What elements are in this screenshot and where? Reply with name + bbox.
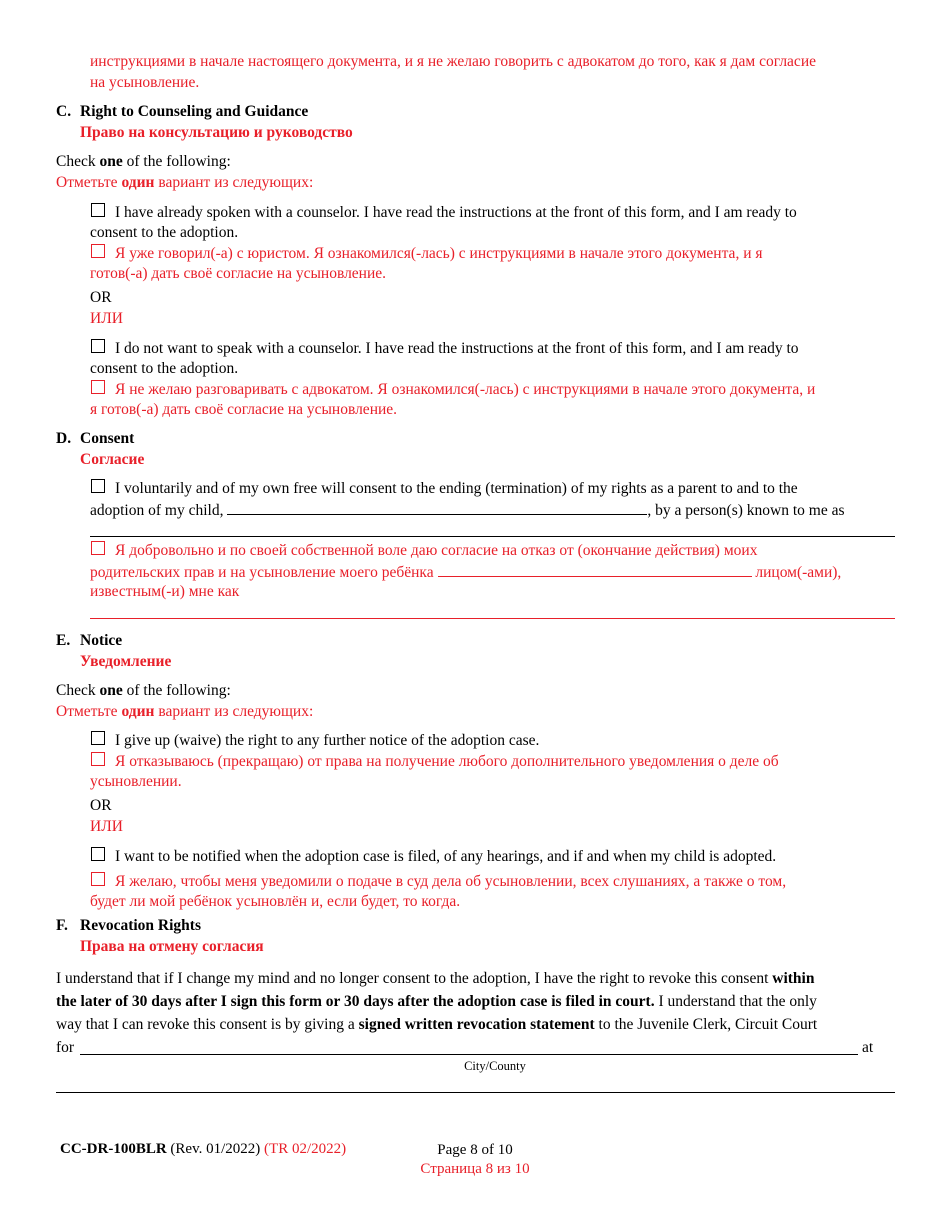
city-county-caption: City/County	[464, 1059, 526, 1073]
notify-tr-line-2: будет ли мой ребёнок усыновлён и, если будет, то когда.	[90, 893, 461, 910]
section-c-check-instruction-tr: Отметьте один вариант из следующих:	[56, 174, 314, 191]
court-address-field[interactable]	[56, 1092, 895, 1093]
footer-page-number-tr: Страница 8 из 10	[420, 1161, 530, 1177]
consent-tr-line-1: Я добровольно и по своей собственной воле даю согласие на отказ от (окончание действия) моих	[115, 542, 758, 559]
waive-notice-tr-line-1: Я отказываюсь (прекращаю) от права на получение любого дополнительного уведомления о деле об	[115, 753, 779, 770]
section-d-title-tr: Согласие	[80, 451, 145, 468]
child-name-field-tr[interactable]	[438, 562, 752, 577]
counselor-spoken-checkbox-tr[interactable]	[91, 244, 105, 258]
section-e-check-instruction: Check one of the following:	[56, 682, 231, 699]
or-e-tr: ИЛИ	[90, 818, 123, 835]
known-person-field[interactable]	[90, 536, 895, 537]
waive-notice-checkbox[interactable]	[91, 731, 105, 745]
section-c-title: Right to Counseling and Guidance	[80, 103, 309, 120]
section-f-letter: F.	[56, 917, 68, 934]
section-e-title: Notice	[80, 632, 123, 649]
or-c: OR	[90, 289, 112, 306]
opt-c2-line-2: consent to the adoption.	[90, 360, 239, 377]
intro-line-1: инструкциями в начале настоящего документа, и я не желаю говорить с адвокатом до того, как я дам согласие	[90, 53, 816, 70]
intro-line-2: на усыновление.	[90, 74, 200, 91]
revocation-line-2: the later of 30 days after I sign this form or 30 days after the adoption case is filed in court. I understand that the only	[56, 993, 817, 1010]
consent-checkbox-tr[interactable]	[91, 541, 105, 555]
section-f-title-tr: Права на отмену согласия	[80, 938, 264, 955]
no-counselor-checkbox-tr[interactable]	[91, 380, 105, 394]
child-name-field[interactable]	[227, 500, 647, 515]
footer-page-number: Page 8 of 10	[437, 1142, 513, 1158]
notify-text: I want to be notified when the adoption case is filed, of any hearings, and if and when my child is adopted.	[115, 848, 777, 865]
revocation-line-1: I understand that if I change my mind and no longer consent to the adoption, I have the right to revoke this consent within	[56, 970, 815, 987]
known-person-field-tr[interactable]	[90, 618, 895, 619]
opt-c2-tr-line-2: я готов(-а) дать своё согласие на усыновление.	[90, 401, 398, 418]
city-county-field[interactable]	[80, 1054, 858, 1055]
waive-notice-text: I give up (waive) the right to any further notice of the adoption case.	[115, 732, 540, 749]
consent-line-1: I voluntarily and of my own free will consent to the ending (termination) of my rights as a parent to and to the	[115, 480, 798, 497]
consent-line-2: adoption of my child, , by a person(s) known to me as	[90, 502, 845, 519]
consent-checkbox[interactable]	[91, 479, 105, 493]
section-e-title-tr: Уведомление	[80, 653, 172, 670]
notify-checkbox[interactable]	[91, 847, 105, 861]
counselor-spoken-checkbox[interactable]	[91, 203, 105, 217]
opt-c2-tr-line-1: Я не желаю разговаривать с адвокатом. Я ознакомился(-лась) с инструкциями в начале этого документа, и	[115, 381, 816, 398]
consent-tr-line-2: родительских прав и на усыновление моего ребёнка лицом(-ами),	[90, 564, 842, 581]
section-c-check-instruction: Check one of the following:	[56, 153, 231, 170]
opt-c1-tr-line-2: готов(-а) дать своё согласие на усыновление.	[90, 265, 387, 282]
notify-tr-line-1: Я желаю, чтобы меня уведомили о подаче в суд дела об усыновлении, всех слушаниях, а также о том,	[115, 873, 787, 890]
section-e-check-instruction-tr: Отметьте один вариант из следующих:	[56, 703, 314, 720]
section-f-title: Revocation Rights	[80, 917, 201, 934]
opt-c1-line-2: consent to the adoption.	[90, 224, 239, 241]
waive-notice-checkbox-tr[interactable]	[91, 752, 105, 766]
or-c-tr: ИЛИ	[90, 310, 123, 327]
footer-form-id: CC-DR-100BLR (Rev. 01/2022) (TR 02/2022)	[60, 1141, 347, 1157]
revocation-for-label: for	[56, 1039, 75, 1056]
section-d-letter: D.	[56, 430, 72, 447]
section-d-title: Consent	[80, 430, 135, 447]
section-e-letter: E.	[56, 632, 71, 649]
revocation-at-label: at	[862, 1039, 874, 1056]
notify-checkbox-tr[interactable]	[91, 872, 105, 886]
opt-c2-line-1: I do not want to speak with a counselor. I have read the instructions at the front of this form, and I am ready to	[115, 340, 799, 357]
section-c-letter: C.	[56, 103, 72, 120]
opt-c1-tr-line-1: Я уже говорил(-а) с юристом. Я ознакомился(-лась) с инструкциями в начале этого документа, и я	[115, 245, 763, 262]
revocation-line-3: way that I can revoke this consent is by giving a signed written revocation statement to the Juvenile Clerk, Circuit Court	[56, 1016, 818, 1033]
section-c-title-tr: Право на консультацию и руководство	[80, 124, 353, 141]
waive-notice-tr-line-2: усыновлении.	[90, 773, 182, 790]
consent-tr-line-3: известным(-и) мне как	[90, 583, 240, 600]
no-counselor-checkbox[interactable]	[91, 339, 105, 353]
or-e: OR	[90, 797, 112, 814]
opt-c1-line-1: I have already spoken with a counselor. I have read the instructions at the front of this form, and I am ready to	[115, 204, 797, 221]
